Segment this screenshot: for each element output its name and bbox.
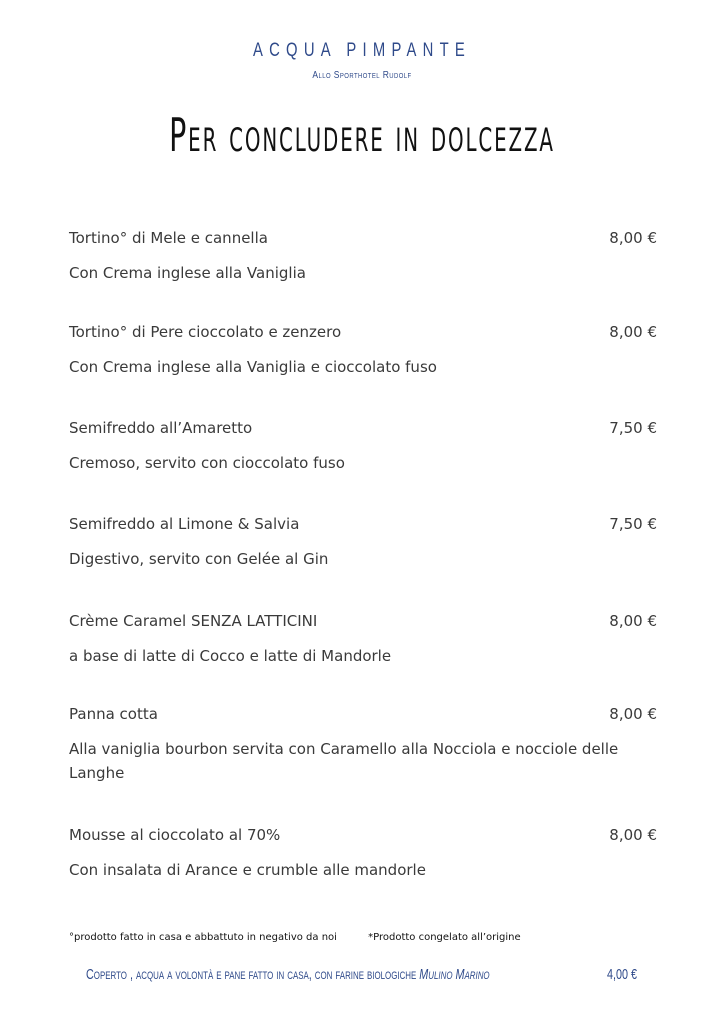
menu-item — [69, 825, 657, 882]
footnote-frozen: *Prodotto congelato all’origine — [368, 932, 521, 943]
item-price: 8,00 € — [609, 705, 657, 723]
item-description: a base di latte di Cocco e latte di Mandorle — [69, 647, 392, 665]
item-description: Alla vaniglia bourbon servita con Caramello alla Nocciola e nocciole delle Langhe — [69, 740, 619, 782]
menu-item — [69, 418, 657, 475]
page-title: Per concludere in dolcezza — [169, 108, 555, 162]
menu-item — [69, 704, 657, 785]
footnote-homemade: °prodotto fatto in casa e abbattuto in negativo da noi — [69, 932, 337, 943]
cover-charge-line — [0, 966, 724, 990]
item-description: Digestivo, servito con Gelée al Gin — [69, 550, 329, 568]
item-name: Semifreddo al Limone & Salvia — [69, 515, 300, 533]
menu-item — [69, 228, 657, 285]
item-description: Con Crema inglese alla Vaniglia — [69, 264, 306, 282]
restaurant-name: ACQUA PIMPANTE — [252, 40, 472, 61]
item-description: Con insalata di Arance e crumble alle mandorle — [69, 861, 426, 879]
item-price: 8,00 € — [609, 323, 657, 341]
item-price: 7,50 € — [609, 419, 657, 437]
item-description: Con Crema inglese alla Vaniglia e cioccolato fuso — [69, 358, 437, 376]
footnotes — [69, 932, 549, 943]
item-name: Panna cotta — [69, 705, 158, 723]
item-price: 7,50 € — [609, 515, 657, 533]
restaurant-subtitle: Allo Sporthotel Rudolf — [312, 70, 412, 81]
item-name: Crème Caramel SENZA LATTICINI — [69, 612, 318, 630]
cover-charge-description: Coperto , acqua a volontà e pane fatto in casa, con farine biologiche — [86, 966, 417, 983]
item-name: Mousse al cioccolato al 70% — [69, 826, 281, 844]
item-price: 8,00 € — [609, 229, 657, 247]
item-name: Tortino° di Mele e cannella — [69, 229, 268, 247]
item-name: Tortino° di Pere cioccolato e zenzero — [69, 323, 342, 341]
flour-brand: Mulino Marino — [419, 966, 490, 983]
cover-charge-price: 4,00 € — [607, 966, 638, 983]
item-description: Cremoso, servito con cioccolato fuso — [69, 454, 345, 472]
menu-item — [69, 514, 657, 571]
menu-item — [69, 322, 657, 379]
item-price: 8,00 € — [609, 826, 657, 844]
item-name: Semifreddo all’Amaretto — [69, 419, 253, 437]
cover-charge-text — [86, 966, 490, 983]
item-price: 8,00 € — [609, 612, 657, 630]
menu-item — [69, 611, 657, 668]
